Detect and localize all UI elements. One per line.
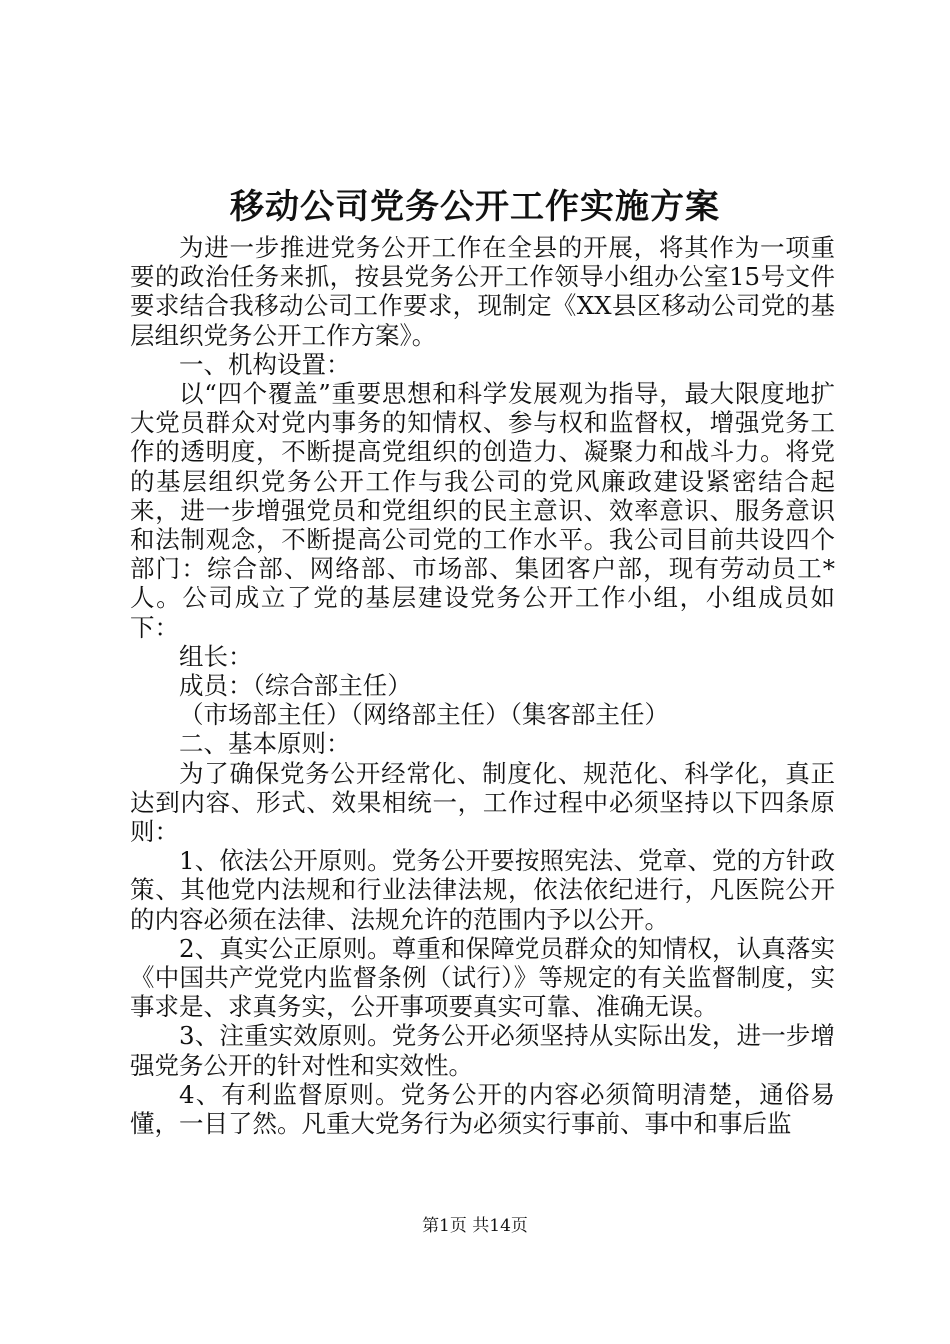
principle-2-paragraph: 2、真实公正原则。尊重和保障党员群众的知情权，认真落实《中国共产党党内监督条例（试行）》等规定的有关监督制度，实事求是、求真务实，公开事项要真实可靠、准确无误。 bbox=[130, 933, 835, 1022]
group-leader-line: 组长： bbox=[179, 641, 253, 671]
section-heading-organization: 一、机构设置： bbox=[179, 349, 351, 379]
group-members-continued-line: （市场部主任）（网络部主任）（集客部主任） bbox=[179, 700, 669, 730]
principle-4-paragraph: 4、有利监督原则。党务公开的内容必须简明清楚，通俗易懂，一目了然。凡重大党务行为必须实行事前、事中和事后监 bbox=[130, 1079, 835, 1139]
document-body bbox=[130, 233, 835, 1138]
principles-intro-paragraph: 为了确保党务公开经常化、制度化、规范化、科学化，真正达到内容、形式、效果相统一，工作过程中必须坚持以下四条原则： bbox=[130, 758, 835, 847]
principle-1-paragraph: 1、依法公开原则。党务公开要按照宪法、党章、党的方针政策、其他党内法规和行业法律法规，依法依纪进行，凡医院公开的内容必须在法律、法规允许的范围内予以公开。 bbox=[130, 846, 835, 934]
organization-paragraph: 以“四个覆盖”重要思想和科学发展观为指导，最大限度地扩大党员群众对党内事务的知情权、参与权和监督权，增强党务工作的透明度，不断提高党组织的创造力、凝聚力和战斗力。将党的基层组织党务公开工作与我公司的党风廉政建设紧密结合起来，进一步增强党员和党组织的民主意识、效率意识、服务意识和法制观念，不断提高公司党的工作水平。我公司目前共设四个部门：综合部、网络部、市场部、集团客户部，现有劳动员工*人。公司成立了党的基层建设党务公开工作小组，小组成员如下： bbox=[130, 379, 835, 642]
page-number-footer: 第1页 共14页 bbox=[422, 1216, 528, 1236]
principle-3-paragraph: 3、注重实效原则。党务公开必须坚持从实际出发，进一步增强党务公开的针对性和实效性。 bbox=[130, 1021, 835, 1080]
section-heading-principles: 二、基本原则： bbox=[179, 729, 351, 759]
group-members-line: 成员：（综合部主任） bbox=[179, 671, 412, 701]
document-title: 移动公司党务公开工作实施方案 bbox=[230, 187, 720, 227]
intro-paragraph: 为进一步推进党务公开工作在全县的开展，将其作为一项重要的政治任务来抓，按县党务公开工作领导小组办公室15号文件要求结合我移动公司工作要求，现制定《XX县区移动公司党的基层组织党务公开工作方案》。 bbox=[130, 233, 835, 350]
